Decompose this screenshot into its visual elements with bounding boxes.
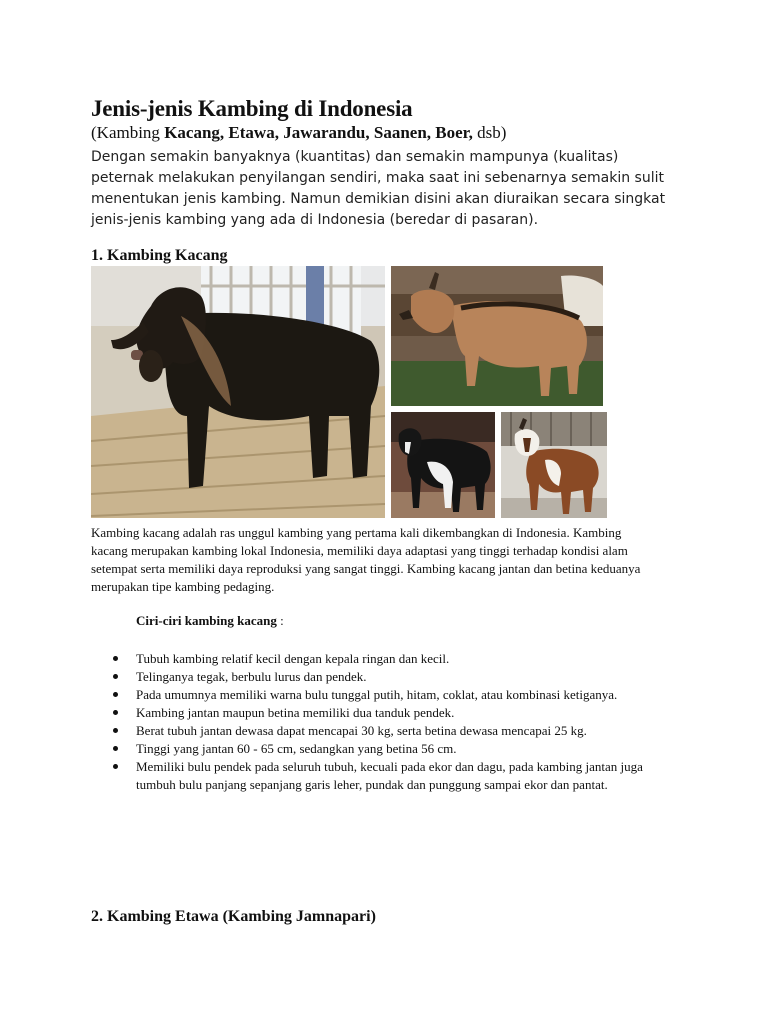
bullet-icon [113, 692, 118, 697]
ciri-ciri-heading [136, 613, 284, 629]
kambing-kacang-brown-photo [391, 266, 603, 406]
intro-paragraph: Dengan semakin banyaknya (kuantitas) dan semakin mampunya (kualitas) peternak melakukan penyilangan sendiri, maka saat ini sebenarnya semakin sulit menentukan jenis kambing. Namun demikian disini akan diuraikan secara singkat jenis-jenis kambing yang ada di Indonesia (beredar di pasaran). [91, 149, 666, 228]
list-item [91, 704, 671, 722]
list-item-text: Tubuh kambing relatif kecil dengan kepala ringan dan kecil. [136, 651, 450, 666]
list-item [91, 758, 671, 794]
kambing-kacang-main-photo [91, 266, 385, 518]
kambing-kacang-black-white-photo [391, 412, 495, 518]
list-item-text: Berat tubuh jantan dewasa dapat mencapai 30 kg, serta betina dewasa mencapai 25 kg. [136, 723, 587, 738]
ciri-ciri-label: Ciri-ciri kambing kacang [136, 613, 277, 628]
subtitle-open: (Kambing [91, 123, 165, 142]
ciri-ciri-list [91, 650, 671, 794]
ciri-ciri-colon: : [276, 613, 284, 628]
bullet-icon [113, 674, 118, 679]
bullet-icon [113, 764, 118, 769]
bullet-icon [113, 728, 118, 733]
list-item [91, 668, 671, 686]
subtitle-close: dsb) [472, 123, 507, 142]
list-item [91, 740, 671, 758]
section-heading-etawa: 2. Kambing Etawa (Kambing Jamnapari) [91, 908, 376, 925]
list-item-text: Memiliki bulu pendek pada seluruh tubuh, kecuali pada ekor dan dagu, pada kambing jantan juga tumbuh bulu panjang sepanjang garis leher, pundak dan punggung sampai ekor dan pantat. [136, 759, 643, 792]
list-item-text: Kambing jantan maupun betina memiliki dua tanduk pendek. [136, 705, 455, 720]
kambing-kacang-brown-white-photo [501, 412, 607, 518]
list-item [91, 722, 671, 740]
list-item [91, 650, 671, 668]
bullet-icon [113, 746, 118, 751]
list-item-text: Tinggi yang jantan 60 - 65 cm, sedangkan yang betina 56 cm. [136, 741, 457, 756]
kacang-description: Kambing kacang adalah ras unggul kambing yang pertama kali dikembangkan di Indonesia. Kambing kacang merupakan kambing lokal Indonesia, memiliki daya adaptasi yang tinggi terhadap kondisi alam setempat serta memiliki daya reproduksi yang sangat tinggi. Kambing kacang jantan dan betina keduanya merupakan tipe kambing pedaging. [91, 525, 641, 594]
section-heading-kacang: 1. Kambing Kacang [91, 247, 228, 264]
bullet-icon [113, 710, 118, 715]
subtitle-breeds: Kacang, Etawa, Jawarandu, Saanen, Boer, [164, 123, 473, 142]
list-item-text: Telinganya tegak, berbulu lurus dan pendek. [136, 669, 367, 684]
list-item-text: Pada umumnya memiliki warna bulu tunggal putih, hitam, coklat, atau kombinasi ketiganya. [136, 687, 618, 702]
document-title: Jenis-jenis Kambing di Indonesia [91, 96, 413, 121]
document-subtitle [91, 123, 506, 143]
list-item [91, 686, 671, 704]
bullet-icon [113, 656, 118, 661]
